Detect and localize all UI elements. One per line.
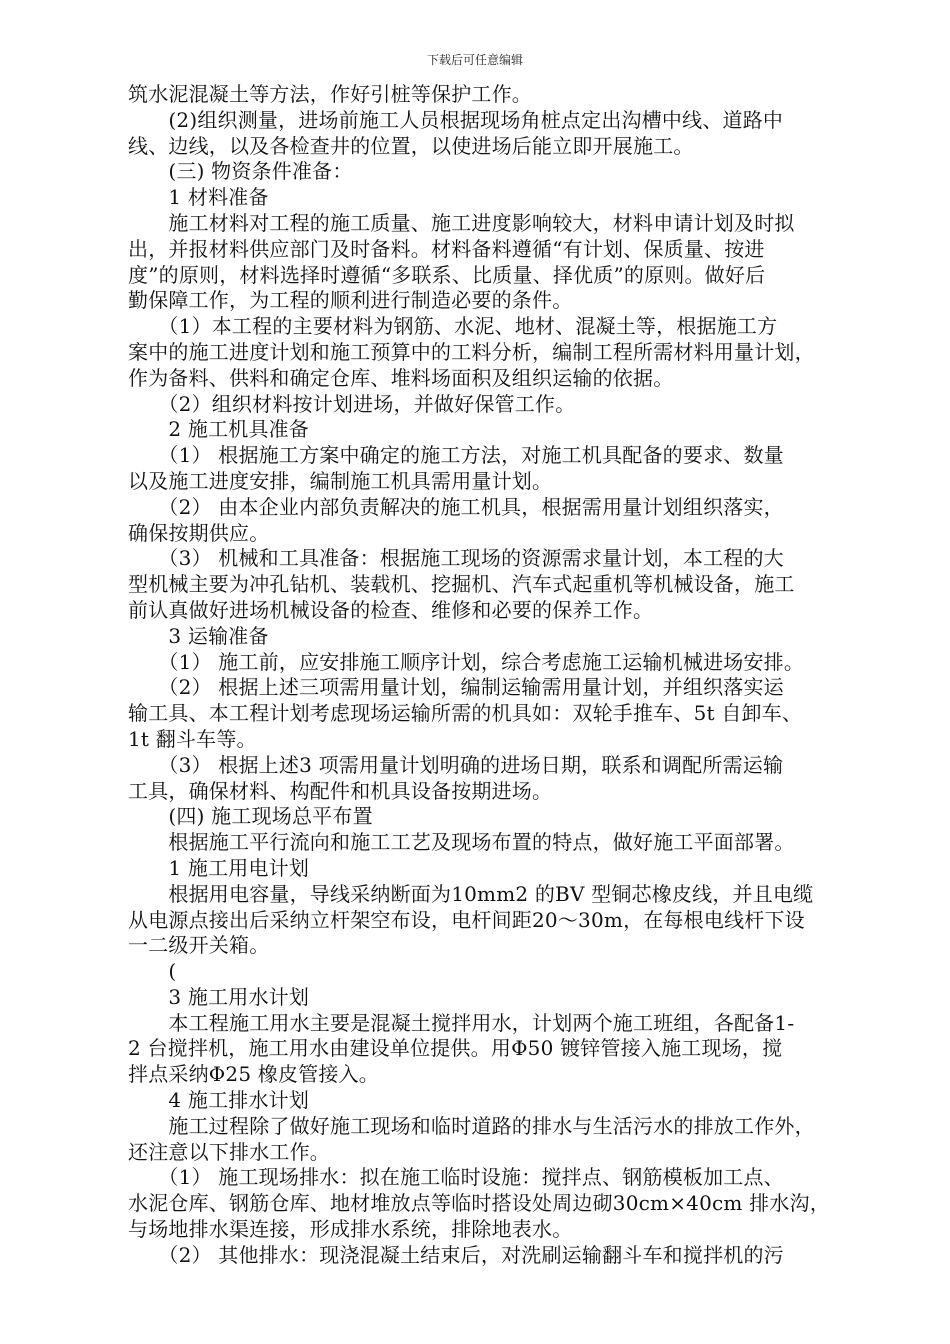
text-line: 3 运输准备	[128, 623, 269, 648]
text-line: 根据用电容量，导线采纳断面为10mm2 的BV 型铜芯橡皮线，并且电缆	[128, 881, 814, 906]
text-line: 工具，确保材料、构配件和机具设备按期进场。	[128, 778, 553, 803]
text-line: （1） 施工现场排水：拟在施工临时设施：搅拌点、钢筋模板加工点、	[128, 1165, 784, 1190]
text-line: 水泥仓库、钢筋仓库、地材堆放点等临时搭设处周边砌30cm×40cm 排水沟，	[128, 1191, 830, 1216]
text-line: (2)组织测量，进场前施工人员根据现场角桩点定出沟槽中线、道路中	[128, 107, 784, 132]
text-line: 本工程施工用水主要是混凝土搅拌用水，计划两个施工班组，各配备1-	[128, 1010, 795, 1035]
text-line: 1 施工用电计划	[128, 855, 310, 880]
text-line: (四) 施工现场总平布置	[128, 804, 373, 829]
text-line: 2 施工机具准备	[128, 417, 310, 442]
text-line: 案中的施工进度计划和施工预算中的工料分析，编制工程所需材料用量计划，	[128, 339, 815, 364]
text-line: （2） 根据上述三项需用量计划，编制运输需用量计划，并组织落实运	[128, 675, 784, 700]
text-line: （1）本工程的主要材料为钢筋、水泥、地材、混凝土等，根据施工方	[128, 314, 778, 339]
text-line: （2） 由本企业内部负责解决的施工机具，根据需用量计划组织落实，	[128, 494, 784, 519]
text-line: 4 施工排水计划	[128, 1088, 310, 1113]
text-line: 施工材料对工程的施工质量、施工进度影响较大，材料申请计划及时拟	[128, 210, 795, 235]
text-line: 还注意以下排水工作。	[128, 1139, 330, 1164]
text-line: 拌点采纳Φ25 橡皮管接入。	[128, 1062, 380, 1087]
text-line: 出，并报材料供应部门及时备料。材料备料遵循“有计划、保质量、按进	[128, 236, 765, 261]
text-line: (三) 物资条件准备：	[128, 159, 353, 184]
text-line: 1 材料准备	[128, 185, 269, 210]
text-line: 根据施工平行流向和施工工艺及现场布置的特点，做好施工平面部署。	[128, 830, 795, 855]
document-body	[128, 82, 868, 1269]
text-line: （3） 机械和工具准备：根据施工现场的资源需求量计划，本工程的大	[128, 546, 784, 571]
text-line: （2）组织材料按计划进场，并做好保管工作。	[128, 391, 576, 416]
text-line: 型机械主要为冲孔钻机、装载机、挖掘机、汽车式起重机等机械设备，施工	[128, 572, 795, 597]
text-line: 2 台搅拌机，施工用水由建设单位提供。用Φ50 镀锌管接入施工现场，搅	[128, 1036, 783, 1061]
text-line: 3 施工用水计划	[128, 984, 310, 1009]
text-line: 线、边线，以及各检查井的位置，以使进场后能立即开展施工。	[128, 133, 694, 158]
text-line: 输工具、本工程计划考虑现场运输所需的机具如：双轮手推车、5t 自卸车、	[128, 701, 803, 726]
text-line: （3） 根据上述3 项需用量计划明确的进场日期，联系和调配所需运输	[128, 752, 784, 777]
text-line: （1） 根据施工方案中确定的施工方法，对施工机具配备的要求、数量	[128, 443, 784, 468]
text-line: 作为备料、供料和确定仓库、堆料场面积及组织运输的依据。	[128, 365, 674, 390]
text-line: （1） 施工前，应安排施工顺序计划，综合考虑施工运输机械进场安排。	[128, 649, 805, 674]
text-line: 1t 翻斗车等。	[128, 726, 257, 751]
text-line: 一二级开关箱。	[128, 933, 270, 958]
text-line: 度”的原则，材料选择时遵循“多联系、比质量、择优质”的原则。做好后	[128, 262, 766, 287]
text-line: 以及施工进度安排，编制施工机具需用量计划。	[128, 468, 553, 493]
text-line: （2） 其他排水：现浇混凝土结束后，对洗刷运输翻斗车和搅拌机的污	[128, 1242, 784, 1267]
text-line: 从电源点接出后采纳立杆架空布设，电杆间距20～30m，在每根电线杆下设	[128, 907, 805, 932]
text-line: 筑水泥混凝土等方法，作好引桩等保护工作。	[128, 82, 532, 106]
text-line: 与场地排水渠连接，形成排水系统，排除地表水。	[128, 1217, 573, 1242]
text-line: (	[128, 959, 177, 984]
text-line: 施工过程除了做好施工现场和临时道路的排水与生活污水的排放工作外，	[128, 1113, 815, 1138]
text-line: 前认真做好进场机械设备的检查、维修和必要的保养工作。	[128, 597, 654, 622]
page-header: 下载后可任意编辑	[426, 53, 523, 67]
text-line: 勤保障工作，为工程的顺利进行制造必要的条件。	[128, 288, 573, 313]
text-line: 确保按期供应。	[128, 520, 270, 545]
